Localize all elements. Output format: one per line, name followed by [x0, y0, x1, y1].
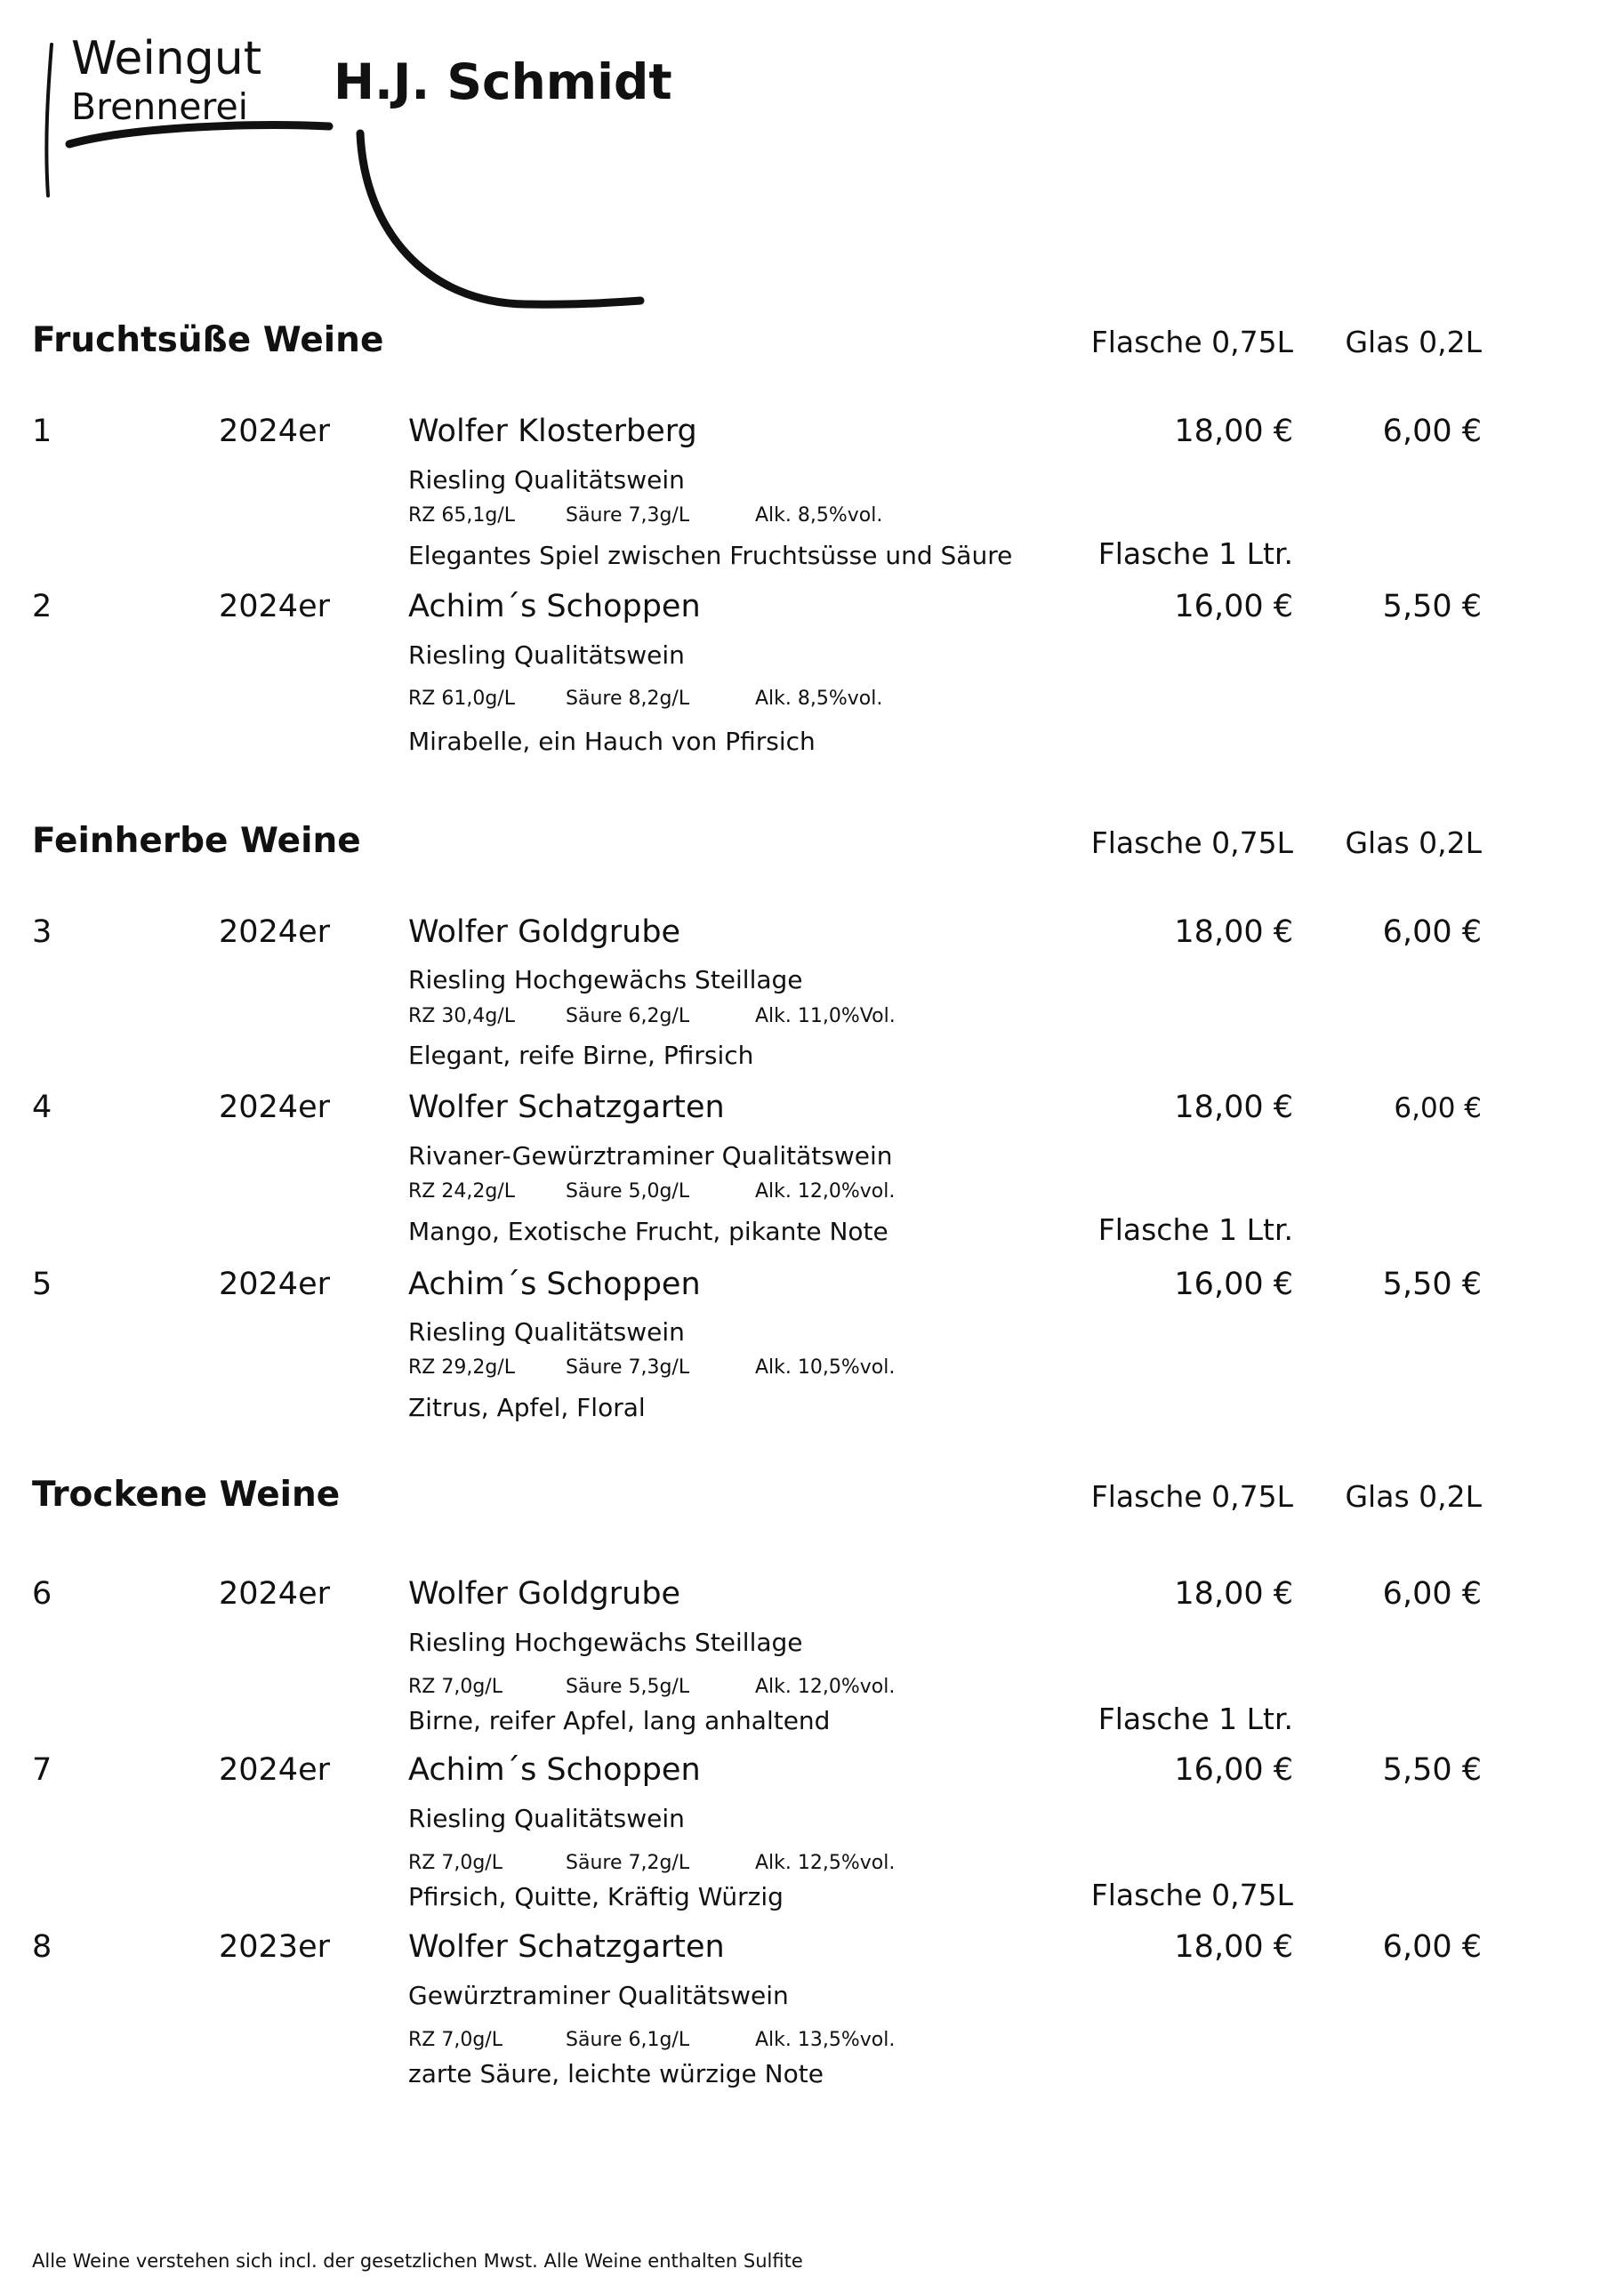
wine-year: 2024er	[219, 1752, 330, 1788]
wine-alk: Alk. 11,0%Vol.	[755, 1005, 896, 1027]
wine-number: 2	[32, 589, 52, 624]
wine-note: Birne, reifer Apfel, lang anhaltend	[408, 1706, 831, 1735]
column-header-bottle: Flasche 0,75L	[1090, 325, 1293, 359]
price-bottle: 16,00 €	[1174, 1752, 1293, 1788]
wine-year: 2024er	[219, 1576, 330, 1612]
column-header-glass: Glas 0,2L	[1345, 1479, 1482, 1514]
wine-rz: RZ 65,1g/L	[408, 504, 515, 527]
logo-text-name: H.J. Schmidt	[334, 53, 672, 110]
bottle-size-note: Flasche 0,75L	[1090, 1878, 1293, 1912]
logo-text-weingut: Weingut	[71, 32, 262, 85]
price-bottle: 18,00 €	[1174, 1576, 1293, 1612]
bottle-size-note: Flasche 1 Ltr.	[1097, 1212, 1293, 1247]
section-title: Trockene Weine	[32, 1475, 341, 1515]
wine-type: Riesling Qualitätswein	[408, 465, 685, 495]
price-bottle: 18,00 €	[1174, 914, 1293, 950]
wine-alk: Alk. 13,5%vol.	[755, 2029, 896, 2051]
bottle-size-note: Flasche 1 Ltr.	[1097, 1702, 1293, 1736]
wine-alk: Alk. 10,5%vol.	[755, 1356, 896, 1379]
logo-text-brennerei: Brennerei	[71, 85, 249, 128]
wine-type: Riesling Qualitätswein	[408, 640, 685, 670]
wine-rz: RZ 7,0g/L	[408, 1852, 502, 1874]
wine-number: 1	[32, 414, 52, 449]
price-bottle: 16,00 €	[1174, 589, 1293, 624]
column-header-glass: Glas 0,2L	[1345, 825, 1482, 860]
price-glass: 6,00 €	[1382, 1929, 1482, 1965]
section-title: Feinherbe Weine	[32, 821, 361, 861]
wine-year: 2024er	[219, 1090, 330, 1125]
footer-note: Alle Weine verstehen sich incl. der gesetzlichen Mwst. Alle Weine enthalten Sulfite	[32, 2250, 803, 2272]
wine-rz: RZ 30,4g/L	[408, 1005, 515, 1027]
price-glass: 6,00 €	[1382, 914, 1482, 950]
wine-year: 2023er	[219, 1929, 330, 1965]
wine-note: zarte Säure, leichte würzige Note	[408, 2059, 824, 2088]
wine-year: 2024er	[219, 1267, 330, 1302]
wine-saeure: Säure 8,2g/L	[566, 688, 690, 710]
price-bottle: 16,00 €	[1174, 1267, 1293, 1302]
wine-type: Riesling Hochgewächs Steillage	[408, 965, 803, 994]
price-glass: 6,00 €	[1382, 414, 1482, 449]
wine-alk: Alk. 12,0%vol.	[755, 1180, 896, 1203]
wine-saeure: Säure 6,2g/L	[566, 1005, 690, 1027]
wine-type: Riesling Hochgewächs Steillage	[408, 1628, 803, 1657]
section-title: Fruchtsüße Weine	[32, 320, 384, 360]
wine-note: Zitrus, Apfel, Floral	[408, 1393, 646, 1422]
wine-note: Mirabelle, ein Hauch von Pfirsich	[408, 727, 816, 756]
wine-note: Pfirsich, Quitte, Kräftig Würzig	[408, 1882, 784, 1911]
wine-rz: RZ 7,0g/L	[408, 2029, 502, 2051]
wine-note: Elegant, reife Birne, Pfirsich	[408, 1041, 754, 1070]
wine-alk: Alk. 8,5%vol.	[755, 688, 883, 710]
price-glass: 5,50 €	[1382, 1267, 1482, 1302]
wine-type: Riesling Qualitätswein	[408, 1317, 685, 1347]
wine-type: Rivaner-Gewürztraminer Qualitätswein	[408, 1141, 893, 1171]
wine-alk: Alk. 12,0%vol.	[755, 1676, 896, 1698]
wine-name: Achim´s Schoppen	[408, 1752, 701, 1788]
price-bottle: 18,00 €	[1174, 1090, 1293, 1125]
wine-year: 2024er	[219, 414, 330, 449]
wine-note: Elegantes Spiel zwischen Fruchtsüsse und Säure	[408, 541, 1013, 570]
wine-name: Achim´s Schoppen	[408, 589, 701, 624]
column-header-glass: Glas 0,2L	[1345, 325, 1482, 359]
wine-saeure: Säure 5,5g/L	[566, 1676, 690, 1698]
wine-alk: Alk. 8,5%vol.	[755, 504, 883, 527]
column-header-bottle: Flasche 0,75L	[1090, 825, 1293, 860]
price-glass: 5,50 €	[1382, 589, 1482, 624]
price-glass: 6,00 €	[1382, 1576, 1482, 1612]
wine-number: 3	[32, 914, 52, 950]
wine-rz: RZ 7,0g/L	[408, 1676, 502, 1698]
wine-rz: RZ 61,0g/L	[408, 688, 515, 710]
wine-number: 8	[32, 1929, 52, 1965]
wine-year: 2024er	[219, 914, 330, 950]
wine-saeure: Säure 7,3g/L	[566, 1356, 690, 1379]
wine-name: Wolfer Schatzgarten	[408, 1090, 725, 1125]
wine-name: Wolfer Goldgrube	[408, 1576, 681, 1612]
wine-year: 2024er	[219, 589, 330, 624]
price-glass: 5,50 €	[1382, 1752, 1482, 1788]
price-bottle: 18,00 €	[1174, 414, 1293, 449]
wine-number: 7	[32, 1752, 52, 1788]
wine-saeure: Säure 7,3g/L	[566, 504, 690, 527]
wine-saeure: Säure 6,1g/L	[566, 2029, 690, 2051]
wine-name: Wolfer Schatzgarten	[408, 1929, 725, 1965]
wine-type: Gewürztraminer Qualitätswein	[408, 1981, 789, 2010]
wine-rz: RZ 29,2g/L	[408, 1356, 515, 1379]
wine-name: Achim´s Schoppen	[408, 1267, 701, 1302]
wine-number: 6	[32, 1576, 52, 1612]
wine-number: 4	[32, 1090, 52, 1125]
wine-type: Riesling Qualitätswein	[408, 1804, 685, 1833]
price-glass: 6,00 €	[1394, 1092, 1482, 1124]
wine-note: Mango, Exotische Frucht, pikante Note	[408, 1217, 888, 1246]
wine-number: 5	[32, 1267, 52, 1302]
bottle-size-note: Flasche 1 Ltr.	[1097, 536, 1293, 571]
wine-rz: RZ 24,2g/L	[408, 1180, 515, 1203]
wine-saeure: Säure 7,2g/L	[566, 1852, 690, 1874]
logo	[27, 18, 694, 325]
wine-saeure: Säure 5,0g/L	[566, 1180, 690, 1203]
wine-name: Wolfer Klosterberg	[408, 414, 697, 449]
price-bottle: 18,00 €	[1174, 1929, 1293, 1965]
wine-name: Wolfer Goldgrube	[408, 914, 681, 950]
wine-alk: Alk. 12,5%vol.	[755, 1852, 896, 1874]
column-header-bottle: Flasche 0,75L	[1090, 1479, 1293, 1514]
